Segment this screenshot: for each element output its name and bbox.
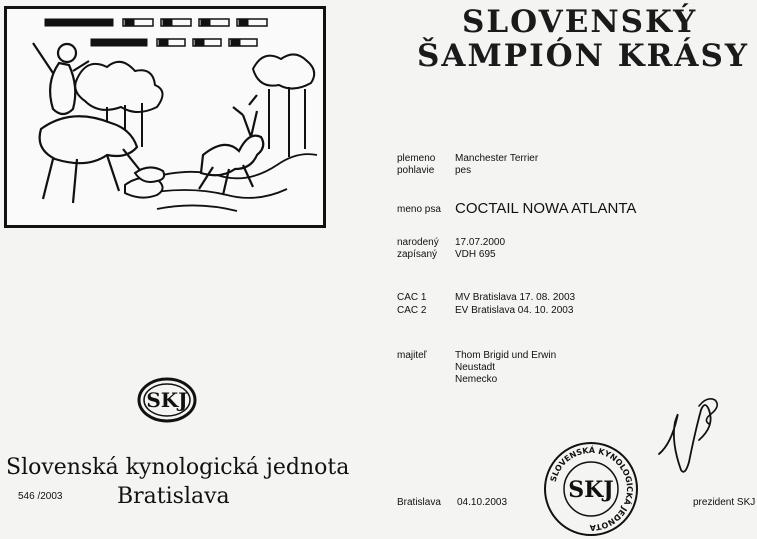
issue-date: 04.10.2003 bbox=[457, 497, 508, 508]
certificate-title-line2: ŠAMPIÓN KRÁSY bbox=[417, 38, 749, 74]
skj-logo-text: SKJ bbox=[146, 388, 188, 412]
skj-logo-icon bbox=[137, 377, 197, 423]
stag bbox=[199, 95, 263, 195]
value-pohlavie: pes bbox=[455, 165, 472, 176]
woodcut-illustration bbox=[4, 6, 326, 228]
stamp-ring-text: SLOVENSKÁ KYNOLOGICKÁ JEDNOTA bbox=[548, 445, 635, 533]
label-zapisany: zapísaný bbox=[397, 249, 438, 260]
decorative-bars bbox=[45, 19, 267, 46]
issue-place: Bratislava bbox=[397, 497, 441, 508]
value-cac1: MV Bratislava 17. 08. 2003 bbox=[455, 292, 576, 303]
certificate-title-line1: SLOVENSKÝ bbox=[462, 4, 698, 40]
label-pohlavie: pohlavie bbox=[397, 165, 435, 176]
value-majitel-line2: Neustadt bbox=[455, 362, 496, 373]
value-majitel-line1: Thom Brigid und Erwin bbox=[455, 350, 557, 361]
value-meno-psa: COCTAIL NOWA ATLANTA bbox=[455, 200, 637, 217]
label-meno-psa: meno psa bbox=[397, 204, 441, 215]
value-zapisany: VDH 695 bbox=[455, 249, 496, 260]
certificate-number: 546 /2003 bbox=[18, 491, 63, 502]
label-majitel: majiteľ bbox=[397, 350, 427, 361]
value-cac2: EV Bratislava 04. 10. 2003 bbox=[455, 305, 574, 316]
label-cac2: CAC 2 bbox=[397, 305, 427, 316]
value-narodeny: 17.07.2000 bbox=[455, 237, 506, 248]
organization-city: Bratislava bbox=[117, 484, 230, 509]
value-majitel-line3: Nemecko bbox=[455, 374, 498, 385]
hounds bbox=[125, 167, 164, 197]
hunting-scene-image bbox=[7, 9, 323, 225]
label-plemeno: plemeno bbox=[397, 153, 436, 164]
value-plemeno: Manchester Terrier bbox=[455, 153, 539, 164]
label-cac1: CAC 1 bbox=[397, 292, 427, 303]
stamp-center-text: SKJ bbox=[568, 477, 614, 503]
label-narodeny: narodený bbox=[397, 237, 439, 248]
organization-name: Slovenská kynologická jednota bbox=[6, 455, 350, 480]
handwritten-signature bbox=[655, 392, 723, 476]
round-stamp-icon bbox=[541, 441, 641, 537]
signatory-title: prezident SKJ bbox=[693, 497, 756, 508]
